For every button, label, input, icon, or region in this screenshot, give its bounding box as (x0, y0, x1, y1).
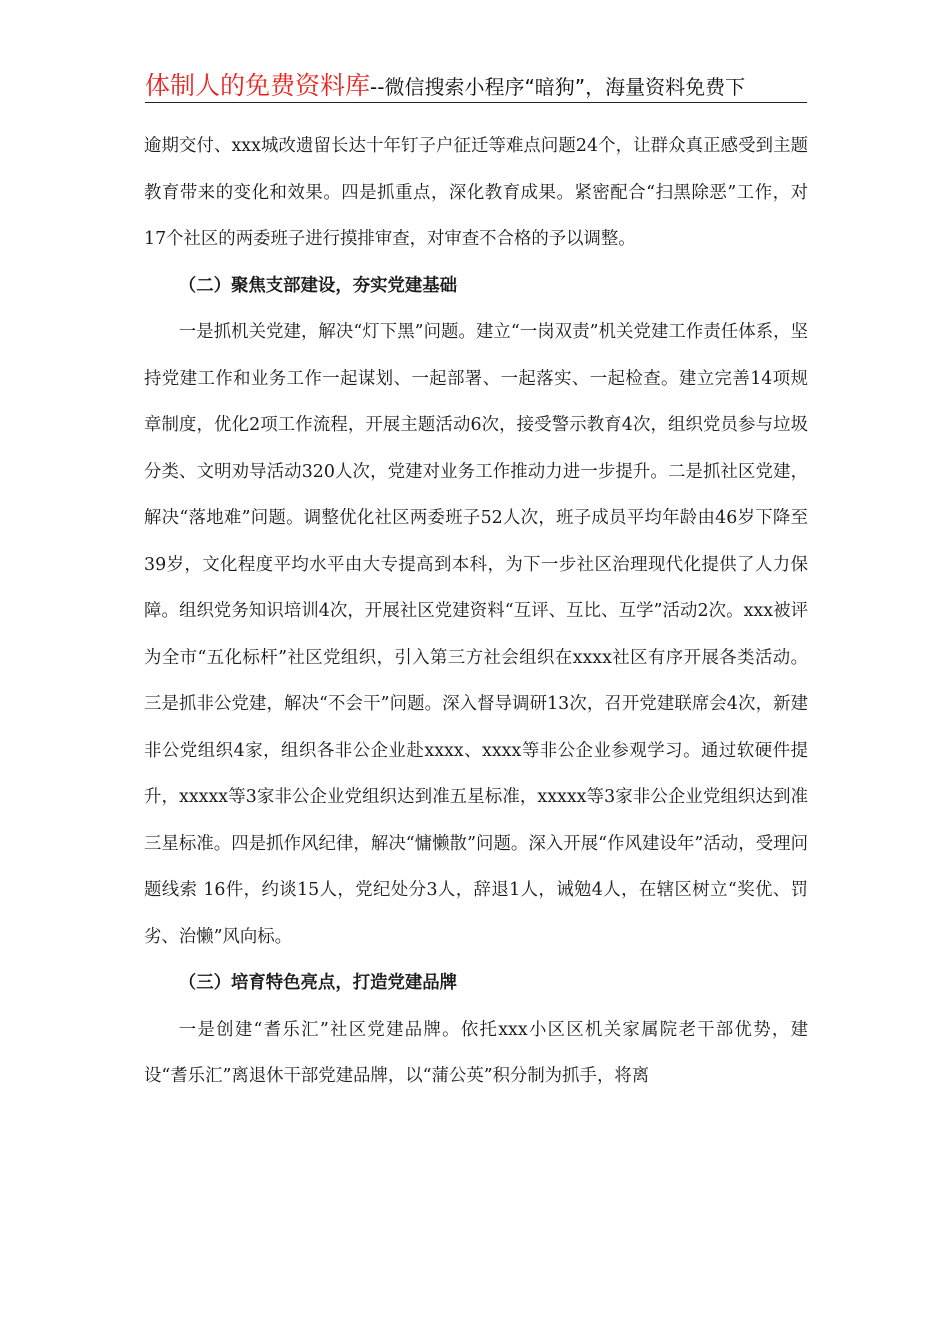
paragraph: 逾期交付、xxx城改遗留长达十年钉子户征迁等难点问题24个，让群众真正感受到主题教育带来的变化和效果。四是抓重点，深化教育成果。紧密配合“扫黑除恶”工作，对17个社区的两委班子进行摸排审查，对审查不合格的予以调整。 (144, 136, 808, 249)
header-divider (145, 102, 807, 103)
document-body (144, 123, 808, 1100)
section-heading: （三）培育特色亮点，打造党建品牌 (178, 973, 458, 993)
header-title: 体制人的免费资料库 (145, 71, 371, 100)
header-subtitle: --微信搜索小程序“暗狗”，海量资料免费下 (370, 75, 746, 99)
paragraph: 一是创建“耆乐汇”社区党建品牌。依托xxx小区区机关家属院老干部优势，建设“耆乐汇”离退休干部党建品牌，以“蒲公英”积分制为抓手，将离 (144, 1019, 808, 1086)
paragraph: 一是抓机关党建，解决“灯下黑”问题。建立“一岗双责”机关党建工作责任体系，坚持党建工作和业务工作一起谋划、一起部署、一起落实、一起检查。建立完善14项规章制度，优化2项工作流程，开展主题活动6次，接受警示教育4次，组织党员参与垃圾分类、文明劝导活动320人次，党建对业务工作推动力进一步提升。二是抓社区党建，解决“落地难”问题。调整优化社区两委班子52人次，班子成员平均年龄由46岁下降至39岁，文化程度平均水平由大专提高到本科，为下一步社区治理现代化提供了人力保障。组织党务知识培训4次，开展社区党建资料“互评、互比、互学”活动2次。xxx被评为全市“五化标杆”社区党组织，引入第三方社会组织在xxxx社区有序开展各类活动。三是抓非公党建，解决“不会干”问题。深入督导调研13次，召开党建联席会4次，新建非公党组织4家，组织各非公企业赴xxxx、xxxx等非公企业参观学习。通过软硬件提升，xxxxx等3家非公企业党组织达到准五星标准，xxxxx等3家非公企业党组织达到准三星标准。四是抓作风纪律，解决“慵懒散”问题。深入开展“作风建设年”活动，受理问题线索 16件，约谈15人，党纪处分3人，辞退1人，诫勉4人，在辖区树立“奖优、罚劣、治懒”风向标。 (144, 322, 808, 947)
section-heading: （二）聚焦支部建设，夯实党建基础 (178, 275, 458, 296)
